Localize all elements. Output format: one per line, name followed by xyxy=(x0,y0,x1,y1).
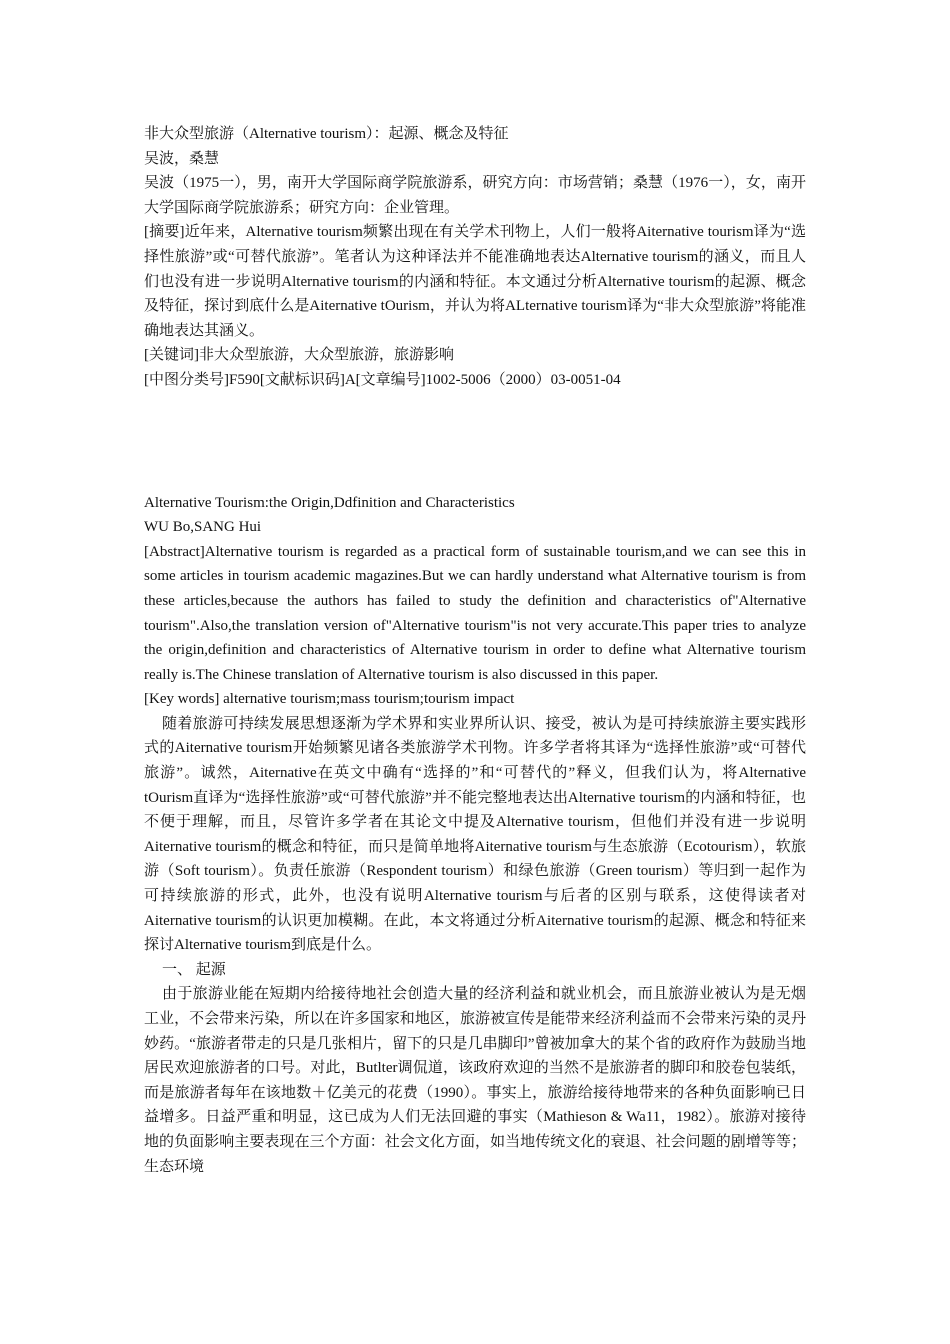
section-spacer xyxy=(144,393,806,491)
body-intro-paragraph: 随着旅游可持续发展思想逐渐为学术界和实业界所认识、接受，被认为是可持续旅游主要实践形式的Aiternative tourism开始频繁见诸各类旅游学术刊物。许多学者将其译为“选择性旅游”或“可替代旅游”。诚然，Aiternative在英文中确有“选择的”和“可替代的”释义，但我们认为，将Alternative tOurism直译为“选择性旅游”或“可替代旅游”并不能完整地表达出Alternative tourism的内涵和特征，也不便于理解，而且，尽管许多学者在其论文中提及Alternative tourism，但他们并没有进一步说明Aiternative tourism的概念和特征，而只是简单地将Aiternative tourism与生态旅游（Ecotourism），软旅游（Soft tourism）。负责任旅游（Respondent tourism）和绿色旅游（Green tourism）等归到一起作为可持续旅游的形式，此外，也没有说明Alternative tourism与后者的区别与联系，这使得读者对Aiternative tourism的认识更加模糊。在此，本文将通过分析Aiternative tourism的起源、概念和特征来探讨Alternative tourism到底是什么。 xyxy=(144,715,806,954)
cn-title: 非大众型旅游（Alternative tourism）：起源、概念及特征 xyxy=(144,126,509,142)
section-heading-origin: 一、 起源 xyxy=(162,961,226,978)
cn-abstract: [摘要]近年来，Alternative tourism频繁出现在有关学术刊物上，人们一般将Aiternative tourism译为“选择性旅游”或“可替代旅游”。笔者认为这种译法并不能准确地表达Alternative tourism的涵义，而且人们也没有进一步说明Alternative tourism的内涵和特征。本文通过分析Alternative tourism的起源、概念及特征，探讨到底什么是Aiternative tOurism，并认为将ALternative tourism译为“非大众型旅游”将能准确地表达其涵义。 xyxy=(144,224,806,339)
document-page xyxy=(144,122,806,1179)
en-abstract: [Abstract]Alternative tourism is regarded as a practical form of sustainable tourism,and we can see this in some articles in tourism academic magazines.But we can hardly understand what Alternative tourism is from these articles,because the authors has failed to study the definition and characteristics of"Alternative tourism".Also,the translation version of"Alternative tourism"is not very accurate.This paper tries to analyze the origin,definition and characteristics of Alternative tourism in order to define what Alternative tourism really is.The Chinese translation of Alternative tourism is also discussed in this paper. xyxy=(144,543,806,683)
cn-author-info: 吴波（1975一），男，南开大学国际商学院旅游系，研究方向：市场营销；桑慧（1976一），女，南开大学国际商学院旅游系；研究方向：企业管理。 xyxy=(144,175,806,216)
en-title: Alternative Tourism:the Origin,Ddfinition and Characteristics xyxy=(144,494,515,511)
en-keywords: [Key words] alternative tourism;mass tourism;tourism impact xyxy=(144,691,515,708)
cn-keywords: [关键词]非大众型旅游，大众型旅游，旅游影响 xyxy=(144,347,454,364)
en-authors: WU Bo,SANG Hui xyxy=(144,519,262,536)
cn-authors: 吴波，桑慧 xyxy=(144,150,220,167)
cn-classification: [中图分类号]F590[文献标识码]A[文章编号]1002-5006（2000）03-0051-04 xyxy=(144,371,621,388)
body-origin-paragraph: 由于旅游业能在短期内给接待地社会创造大量的经济利益和就业机会，而且旅游业被认为是无烟工业，不会带来污染，所以在许多国家和地区，旅游被宣传是能带来经济利益而不会带来污染的灵丹妙药。“旅游者带走的只是几张相片，留下的只是几串脚印”曾被加拿大的某个省的政府作为鼓励当地居民欢迎旅游者的口号。对此，Butlter调侃道，该政府欢迎的当然不是旅游者的脚印和胶卷包装纸，而是旅游者每年在该地数＋亿美元的花费（1990）。事实上，旅游给接待地带来的各种负面影响已日益增多。日益严重和明显，这已成为人们无法回避的事实（Mathieson & Wa11，1982）。旅游对接待地的负面影响主要表现在三个方面：社会文化方面，如当地传统文化的衰退、社会问题的剧增等等；生态环境 xyxy=(144,986,806,1175)
